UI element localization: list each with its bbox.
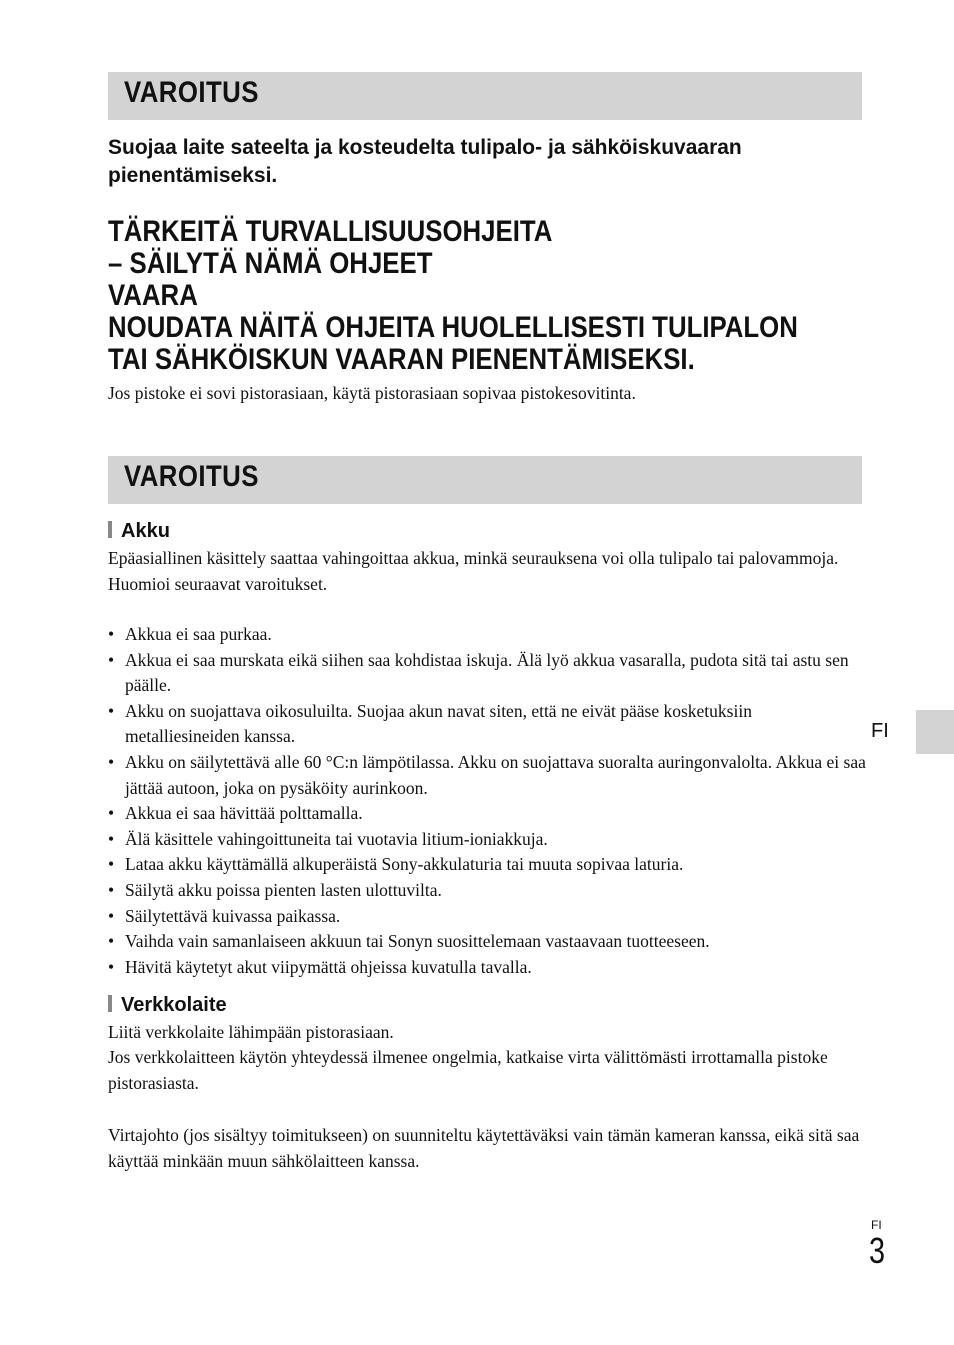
battery-warning-item — [108, 929, 868, 955]
battery-warning-text: Vaihda vain samanlaiseen akkuun tai Sonyn suosittelemaan vastaavaan tuotteeseen. — [125, 931, 710, 952]
moisture-warning: Suojaa laite sateelta ja kosteudelta tulipalo- ja sähköiskuvaaran pienentämiseksi. — [108, 136, 742, 187]
battery-warning-list — [108, 622, 868, 980]
footer-language: FI — [871, 1218, 882, 1232]
battery-heading — [108, 519, 170, 543]
battery-warning-item — [108, 878, 868, 904]
battery-warning-item — [108, 750, 868, 801]
battery-warning-text: Akkua ei saa hävittää polttamalla. — [125, 803, 363, 824]
bullet-icon: • — [108, 956, 115, 977]
plug-adapter-note: Jos pistoke ei sovi pistorasiaan, käytä pistorasiaan sopivaa pistokesovitinta. — [108, 383, 636, 403]
battery-warning-item — [108, 955, 868, 981]
battery-warning-text: Lataa akku käyttämällä alkuperäistä Sony-akkulaturia tai muuta sopivaa laturia. — [125, 854, 684, 875]
bullet-icon: • — [108, 751, 115, 772]
battery-warning-text: Akkua ei saa murskata eikä siihen saa kohdistaa iskuja. Älä lyö akkua vasaralla, pudota sitä tai astu sen päälle. — [125, 649, 849, 696]
ac-adapter-paragraph: Liitä verkkolaite lähimpään pistorasiaan. — [108, 1022, 394, 1042]
battery-warning-item — [108, 648, 868, 699]
battery-warning-text: Akkua ei saa purkaa. — [125, 624, 272, 644]
warning-banner-2 — [108, 456, 862, 504]
battery-warning-text: Hävitä käytetyt akut viipymättä ohjeissa kuvatulla tavalla. — [125, 956, 532, 977]
battery-warning-item — [108, 852, 868, 878]
safety-heading-line: VAARA — [108, 279, 198, 312]
warning-banner-title: VAROITUS — [124, 76, 259, 109]
battery-warning-item — [108, 904, 868, 930]
safety-heading-line: TÄRKEITÄ TURVALLISUUSOHJEITA — [108, 215, 553, 248]
warning-banner-title: VAROITUS — [124, 460, 259, 493]
ac-adapter-heading-text: Verkkolaite — [121, 994, 227, 1016]
ac-adapter-heading — [108, 993, 227, 1017]
page-number: 3 — [869, 1230, 886, 1271]
battery-warning-item — [108, 827, 868, 853]
bullet-icon: • — [108, 854, 115, 875]
safety-heading-line: TAI SÄHKÖISKUN VAARAN PIENENTÄMISEKSI. — [108, 343, 695, 376]
battery-warning-item — [108, 622, 868, 648]
bullet-icon: • — [108, 931, 115, 952]
bullet-icon: • — [108, 649, 115, 670]
bullet-icon: • — [108, 803, 115, 824]
language-side-label: FI — [871, 720, 889, 742]
power-cord-paragraph: Virtajohto (jos sisältyy toimitukseen) on suunniteltu käytettäväksi vain tämän kameran kanssa, eikä sitä saa käyttää minkään muun sähkölaitteen kanssa. — [108, 1125, 860, 1171]
battery-warning-text: Älä käsittele vahingoittuneita tai vuotavia litium-ioniakkuja. — [125, 828, 548, 849]
battery-intro: Epäasiallinen käsittely saattaa vahingoittaa akkua, minkä seurauksena voi olla tulipalo tai palovammoja. Huomioi seuraavat varoitukset. — [108, 548, 839, 594]
ac-adapter-paragraph: Jos verkkolaitteen käytön yhteydessä ilmenee ongelmia, katkaise virta välittömästi irrottamalla pistoke pistorasiasta. — [108, 1047, 828, 1093]
bullet-icon: • — [108, 624, 115, 644]
bullet-icon: • — [108, 828, 115, 849]
bullet-icon: • — [108, 879, 115, 900]
battery-warning-item — [108, 801, 868, 827]
safety-heading-line: NOUDATA NÄITÄ OHJEITA HUOLELLISESTI TULIPALON — [108, 311, 798, 344]
safety-heading — [108, 216, 848, 376]
bullet-icon: • — [108, 905, 115, 926]
heading-bar-icon — [108, 521, 112, 538]
battery-heading-text: Akku — [121, 520, 170, 542]
battery-warning-text: Akku on säilytettävä alle 60 °C:n lämpötilassa. Akku on suojattava suoralta auringonvalolta. Akkua ei saa jättää autoon, joka on pysäköity aurinkoon. — [125, 751, 866, 798]
warning-banner-1 — [108, 72, 862, 120]
bullet-icon: • — [108, 700, 115, 721]
heading-bar-icon — [108, 995, 112, 1012]
battery-warning-item — [108, 699, 868, 750]
language-side-tab — [916, 710, 954, 754]
battery-warning-text: Säilytä akku poissa pienten lasten ulottuvilta. — [125, 879, 442, 900]
battery-warning-text: Akku on suojattava oikosuluilta. Suojaa akun navat siten, että ne eivät pääse kosketuksiin metalliesineiden kanssa. — [125, 700, 752, 747]
battery-warning-text: Säilytettävä kuivassa paikassa. — [125, 905, 341, 926]
safety-heading-line: – SÄILYTÄ NÄMÄ OHJEET — [108, 247, 433, 280]
